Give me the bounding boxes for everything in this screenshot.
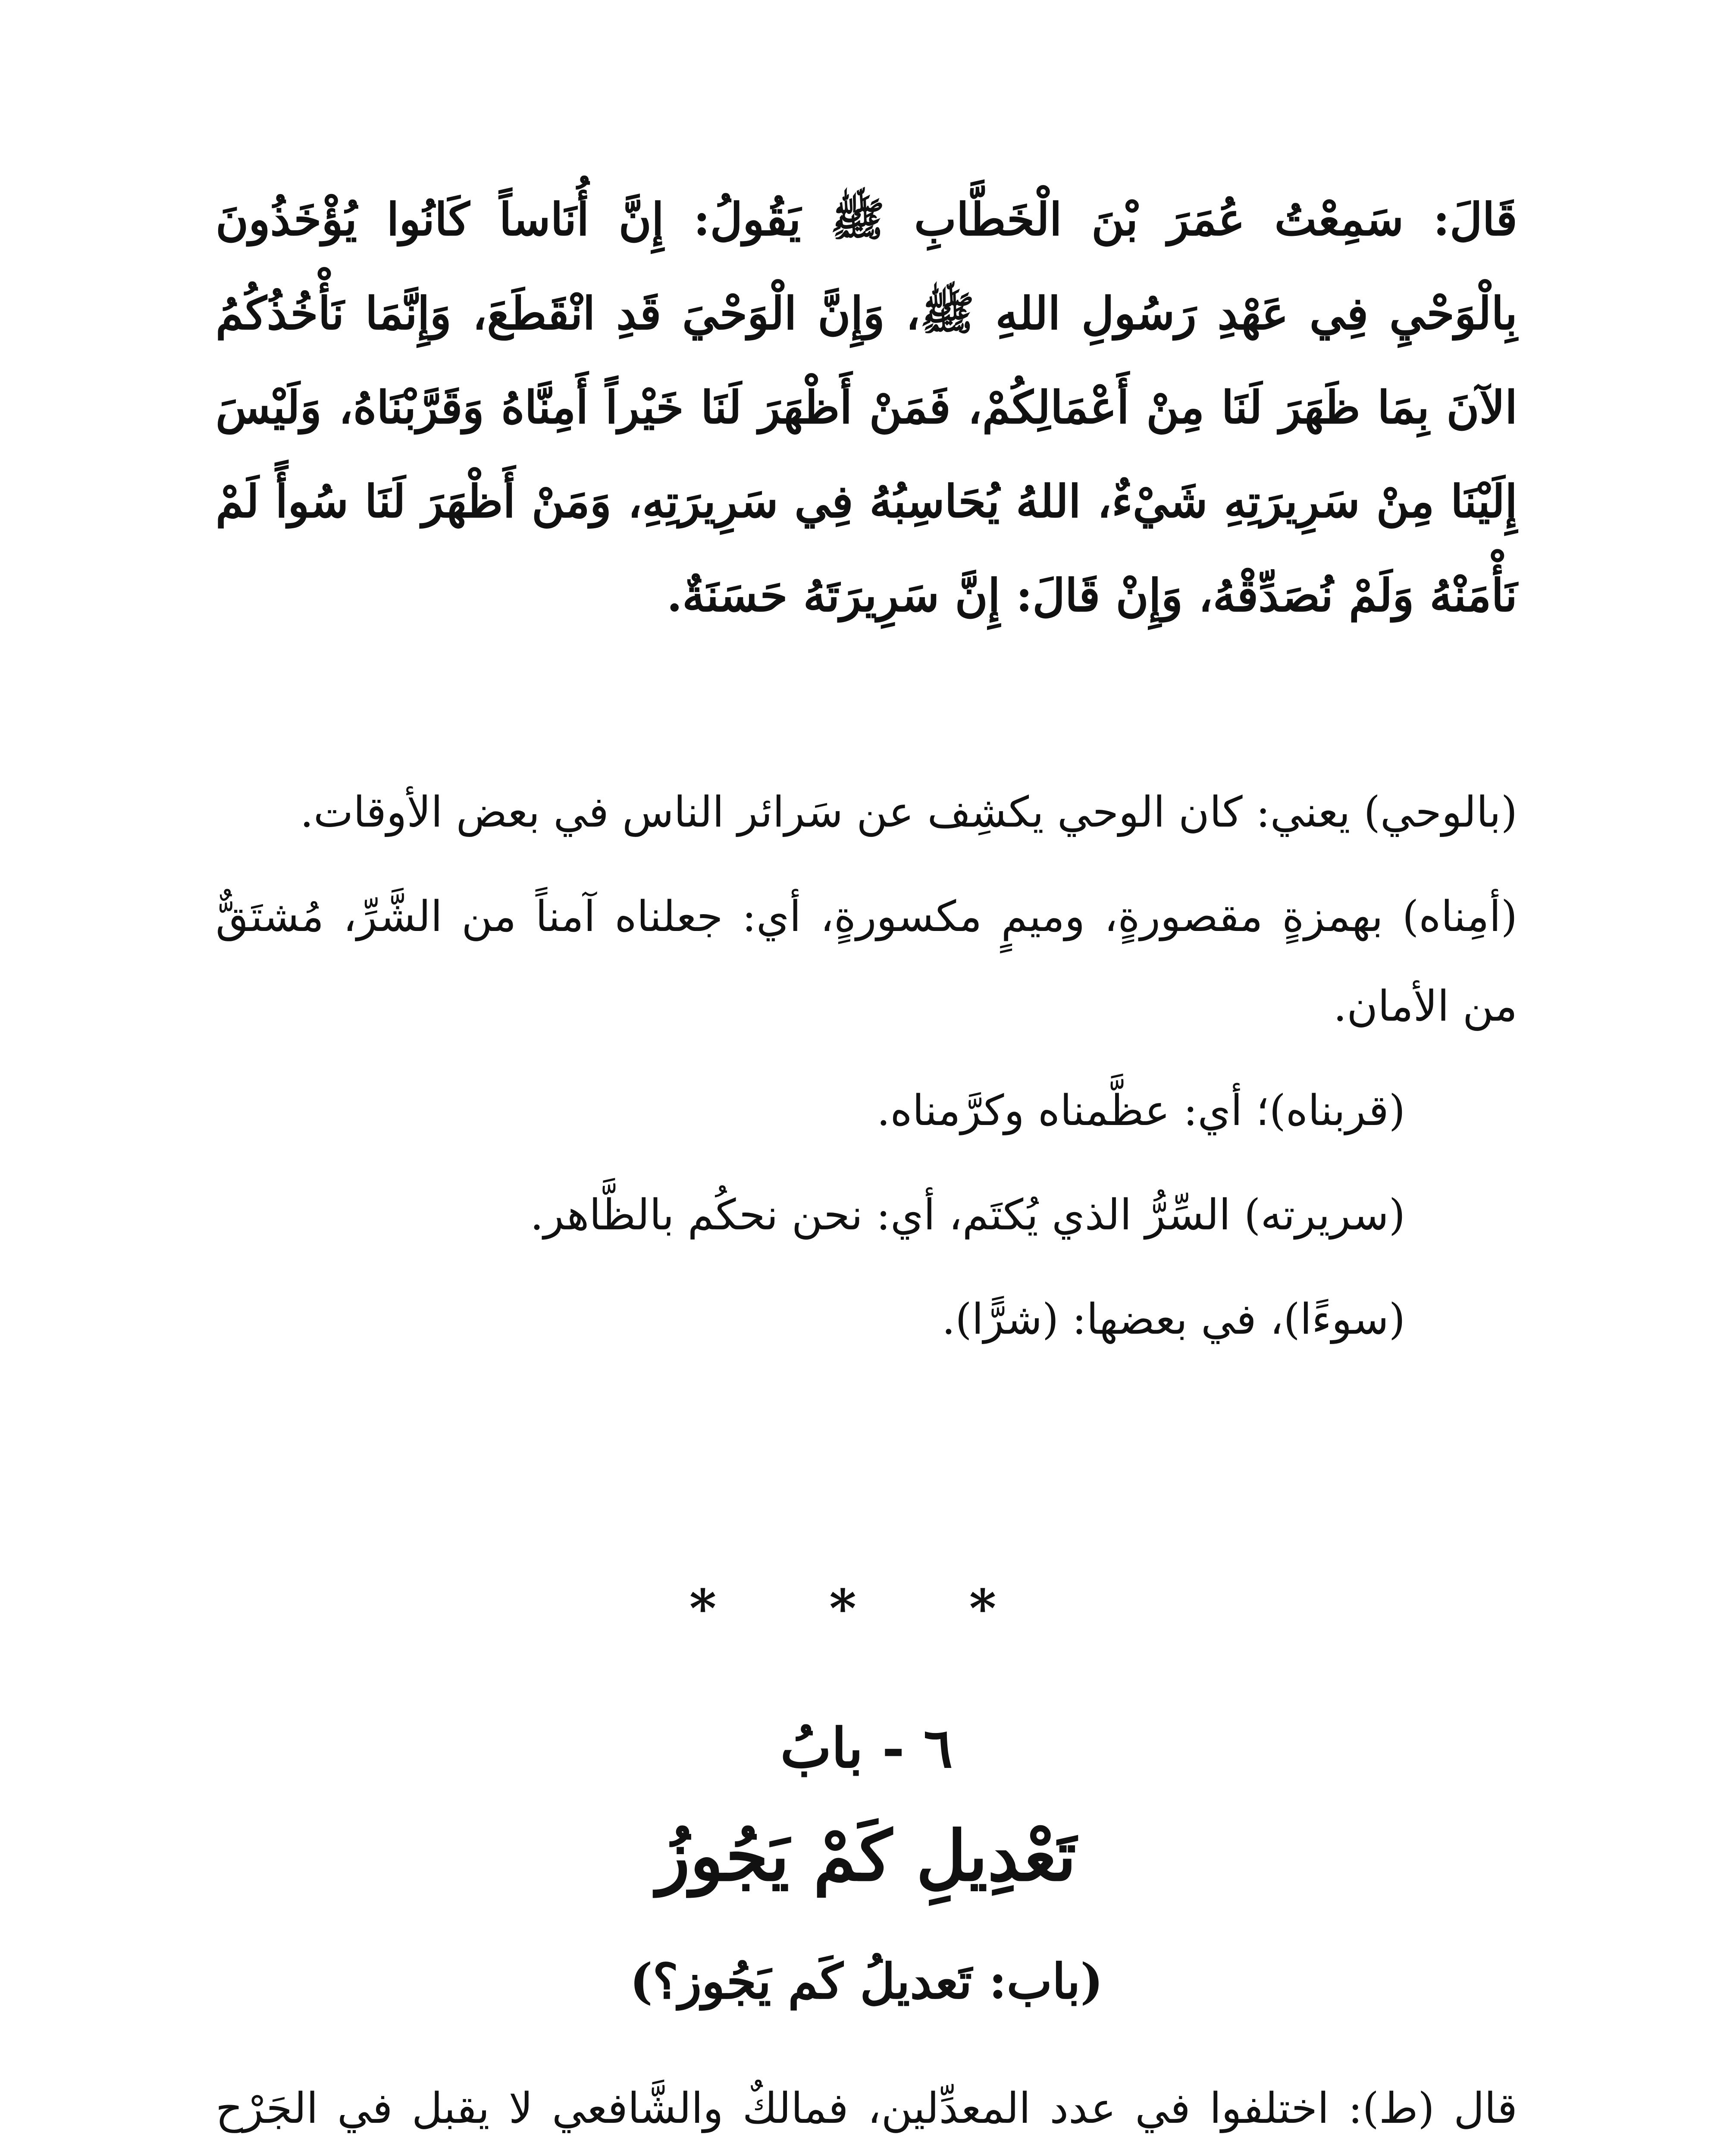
note-sarirah: (سريرته) السِّرُّ الذي يُكتَم، أي: نحن نحكُم بالظَّاهر. <box>530 1191 1405 1240</box>
explanatory-notes <box>216 768 1517 1379</box>
note-bil-wahy: (بالوحي) يعني: كان الوحي يكشِف عن سَرائر الناس في بعض الأوقات. <box>300 788 1517 837</box>
commentary-text <box>216 2061 1517 2156</box>
note-suan: (سوءًا)، في بعضها: (شرًّا). <box>942 1295 1405 1344</box>
note-aminahu: (أمِناه) بهمزةٍ مقصورةٍ، وميمٍ مكسورةٍ، أي: جعلناه آمناً من الشَّرِّ، مُشتَقٌّ من الأمان. <box>216 892 1517 1031</box>
section-separator: * * * <box>689 1578 1044 1639</box>
chapter-number: ٦ - بابُ <box>780 1716 953 1780</box>
note-qarrabnahu: (قربناه)؛ أي: عظَّمناه وكرَّمناه. <box>877 1086 1405 1135</box>
chapter-title: تَعْدِيلِ كَمْ يَجُوزُ <box>656 1815 1077 1896</box>
commentary-paragraph: قال (ط): اختلفوا في عدد المعدِّلين، فمالكٌ والشَّافعي لا يقبل في الجَرْح <box>216 2084 1517 2133</box>
chapter-sub-heading: (باب: تَعديلُ كَم يَجُوز؟) <box>630 1953 1103 2010</box>
hadith-text: قَالَ: سَمِعْتُ عُمَرَ بْنَ الْخَطَّابِ ﷺ يَقُولُ: إِنَّ أُنَاساً كَانُوا يُؤْخَذُونَ بِالْوَحْيِ فِي عَهْدِ رَسُولِ اللهِ ﷺ، وَإِنَّ الْوَحْيَ قَدِ انْقَطَعَ، وَإِنَّمَا نَأْخُذُكُمُ الآنَ بِمَا ظَهَرَ لَنَا مِنْ أَعْمَالِكُمْ، فَمَنْ أَظْهَرَ لَنَا خَيْراً أَمِنَّاهُ وَقَرَّبْنَاهُ، وَلَيْسَ إِلَيْنَا مِنْ سَرِيرَتِهِ شَيْءٌ، اللهُ يُحَاسِبُهُ فِي سَرِيرَتِهِ، وَمَنْ أَظْهَرَ لَنَا سُوأً لَمْ نَأْمَنْهُ وَلَمْ نُصَدِّقْهُ، وَإِنْ قَالَ: إِنَّ سَرِيرَتَهُ حَسَنَةٌ. <box>216 193 1517 622</box>
